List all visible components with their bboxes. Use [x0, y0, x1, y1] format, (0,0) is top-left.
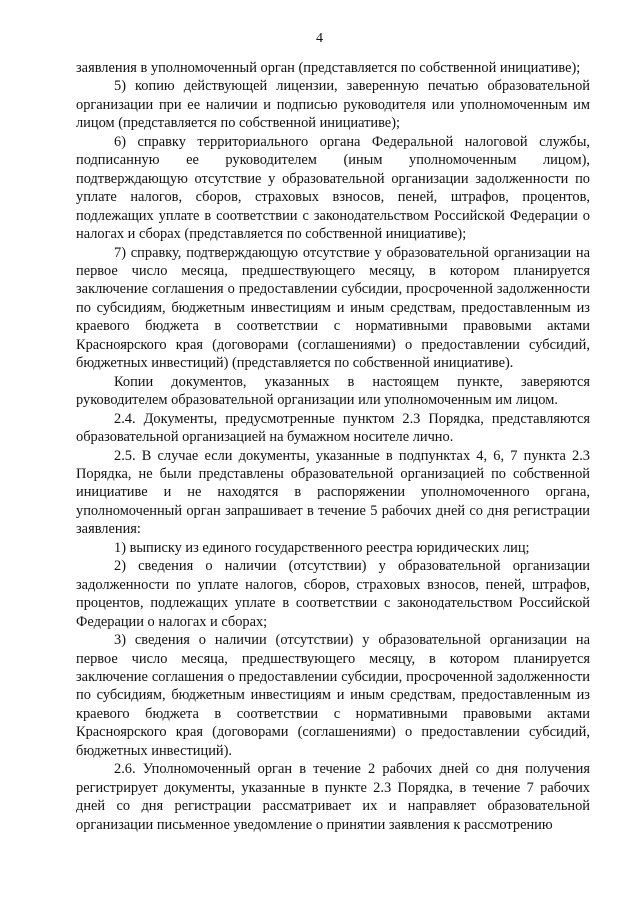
paragraph-continuation: заявления в уполномоченный орган (представляется по собственной инициативе); — [76, 60, 581, 76]
paragraph-copies-note: Копии документов, указанных в настоящем пункте, заверяются руководителем образовательной организации или уполномоченным им лицом. — [76, 373, 590, 409]
paragraph-item-5: 5) копию действующей лицензии, заверенную печатью образовательной организации при ее наличии и подписью руководителя или уполномоченным им лицом (представляется по собственной инициативе); — [76, 78, 590, 132]
paragraph-item-7: 7) справку, подтверждающую отсутствие у образовательной организации на первое число месяца, предшествующего месяцу, в котором планируется заключение соглашения о предоставлении субсидии, просроченной задолженности по субсидиям, бюджетным инвестициям и иным средствам, предоставленным из краевого бюджета в соответствии с нормативными правовыми актами Красноярского края (договорами (соглашениями) о предоставлении субсидий, бюджетных инвестиций) (представляется по собственной инициативе). — [76, 244, 590, 372]
paragraph-2-6: 2.6. Уполномоченный орган в течение 2 рабочих дней со дня получения регистрирует документы, указанные в пункте 2.3 Порядка, в течение 7 рабочих дней со дня регистрации рассматривает их и направляет образовательной организации письменное уведомление о принятии заявления к рассмотрению — [76, 761, 590, 833]
paragraph-item-6: 6) справку территориального органа Федеральной налоговой службы, подписанную ее руководителем (иным уполномоченным лицом), подтверждающую отсутствие у образовательной организации задолженности по уплате налогов, сборов, страховых взносов, пеней, штрафов, процентов, подлежащих уплате в соответствии с законодательством Российской Федерации о налогах и сборах (представляется по собственной инициативе); — [76, 133, 590, 243]
paragraph-2-5: 2.5. В случае если документы, указанные в подпунктах 4, 6, 7 пункта 2.3 Порядка, не были представлены образовательной организацией по собственной инициативе и не находятся в распоряжении уполномоченного органа, уполномоченный орган запрашивает в течение 5 рабочих дней со дня регистрации заявления: — [76, 447, 590, 538]
page-number: 4 — [316, 31, 323, 46]
document-body — [76, 59, 590, 834]
paragraph-2-5-item-3: 3) сведения о наличии (отсутствии) у образовательной организации на первое число месяца, предшествующего месяцу, в котором планируется заключение соглашения о предоставлении субсидии, просроченной задолженности по субсидиям, бюджетным инвестициям и иным средствам, предоставленным из краевого бюджета в соответствии с нормативными правовыми актами Красноярского края (договорами (соглашениями) о предоставлении субсидий, бюджетных инвестиций). — [76, 632, 590, 759]
paragraph-2-4: 2.4. Документы, предусмотренные пунктом 2.3 Порядка, представляются образовательной организацией на бумажном носителе лично. — [76, 410, 590, 446]
paragraph-2-5-item-1: 1) выписку из единого государственного реестра юридических лиц; — [114, 539, 530, 556]
paragraph-2-5-item-2: 2) сведения о наличии (отсутствии) у образовательной организации задолженности по уплате налогов, сборов, страховых взносов, пеней, штрафов, процентов, подлежащих уплате в соответствии с законодательством Российской Федерации о налогах и сборах; — [76, 558, 590, 630]
